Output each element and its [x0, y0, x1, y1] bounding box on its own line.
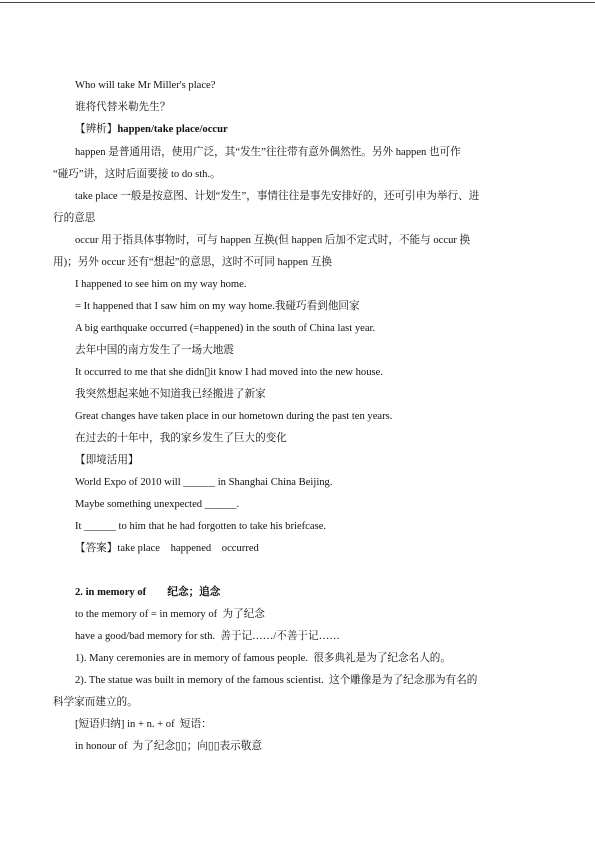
example-sentence-english: Who will take Mr Miller's place? — [75, 80, 216, 91]
example-sentence-chinese: 去年中国的南方发生了一场大地震 — [75, 345, 234, 356]
occur-description-line-2: 用)；另外 occur 还有“想起”的意思，这时不可同 happen 互换 — [53, 257, 332, 268]
phrase-line: have a good/bad memory for sth. 善于记……/不善于记…… — [75, 631, 340, 642]
practice-question: It ______ to him that he had forgotten to take his briefcase. — [75, 521, 327, 532]
header-rule — [0, 2, 595, 3]
answer-bracket-label: 【答案】 — [75, 543, 118, 554]
example-sentence-english: It occurred to me that she didn▯it know I had moved into the new house. — [75, 367, 383, 378]
takeplace-description-line-1: take place 一般是按意图、计划“发生”，事情往往是事先安排好的，还可引申为举行、进 — [75, 191, 480, 202]
phrase-line: in honour of 为了纪念▯▯；向▯▯表示敬意 — [75, 741, 262, 752]
example-sentence-english: I happened to see him on my way home. — [75, 279, 247, 290]
phrase-line: to the memory of = in memory of 为了纪念 — [75, 609, 265, 620]
section-bracket-label: 【辨析】 — [75, 124, 118, 135]
occur-description-line-1: occur 用于指具体事物时，可与 happen 互换(但 happen 后加不定式时，不能与 occur 换 — [75, 235, 471, 246]
practice-question: World Expo of 2010 will ______ in Shanghai China Beijing. — [75, 477, 333, 488]
section-heading-practice: 【即境活用】 — [75, 455, 139, 466]
example-sentence-english: Great changes have taken place in our hometown during the past ten years. — [75, 411, 393, 422]
happen-description-line-2: “碰巧”讲，这时后面要接 to do sth.。 — [53, 169, 221, 180]
answer-text: take place happened occurred — [117, 543, 259, 554]
example-sentence-chinese: 我突然想起来她不知道我已经搬进了新家 — [75, 389, 266, 400]
example-sentence-chinese: 在过去的十年中，我的家乡发生了巨大的变化 — [75, 433, 287, 444]
example-sentence-chinese: 谁将代替米勒先生？ — [75, 102, 171, 113]
happen-description-line-1: happen 是普通用语，使用广泛，其“发生”往往带有意外偶然性。另外 happen 也可作 — [75, 147, 461, 158]
example-sentence-mixed: = It happened that I saw him on my way home.我碰巧看到他回家 — [75, 301, 360, 312]
phrase-summary-label: [短语归纳] in + n. + of 短语： — [75, 719, 212, 730]
section-heading-text: happen/take place/occur — [117, 124, 228, 135]
example-sentence-continuation: 科学家而建立的。 — [53, 697, 138, 708]
answer-line — [75, 542, 259, 556]
example-sentence-english: A big earthquake occurred (=happened) in the south of China last year. — [75, 323, 376, 334]
section-heading-bianxi — [75, 123, 228, 137]
takeplace-description-line-2: 行的意思 — [53, 213, 96, 224]
practice-question: Maybe something unexpected ______. — [75, 499, 240, 510]
section-heading-in-memory-of: 2. in memory of 纪念；追念 — [75, 587, 221, 598]
example-sentence-numbered: 1). Many ceremonies are in memory of famous people. 很多典礼是为了纪念名人的。 — [75, 653, 451, 664]
example-sentence-numbered: 2). The statue was built in memory of the famous scientist. 这个雕像是为了纪念那为有名的 — [75, 675, 478, 686]
